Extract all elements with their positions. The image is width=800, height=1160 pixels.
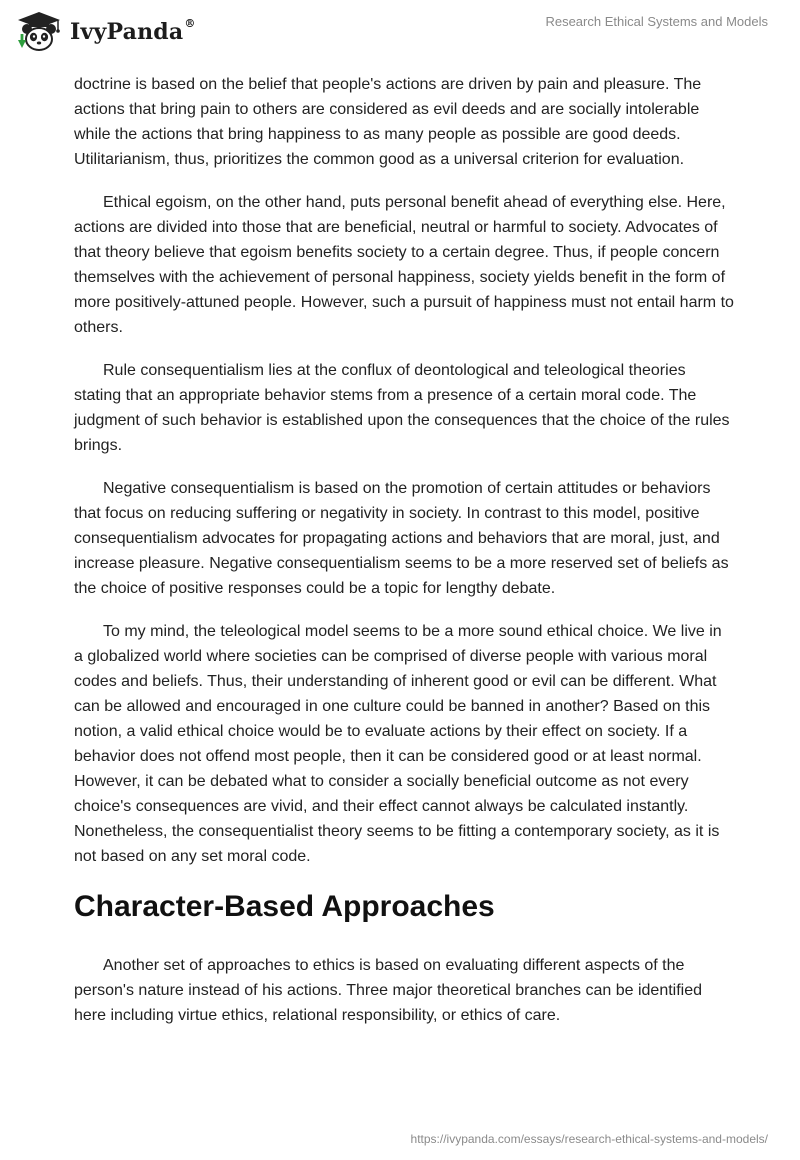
- registered-mark: ®: [184, 16, 196, 30]
- ivypanda-logo[interactable]: [14, 10, 196, 54]
- paragraph-character-based: Another set of approaches to ethics is based on evaluating different aspects of the person's nature instead of his actions. Three major theoretical branches can be identified here including virtue ethics, relational responsibility, or ethics of care.: [74, 957, 703, 1024]
- paragraph-negative-consequentialism: Negative consequentialism is based on the promotion of certain attitudes or behaviors that focus on reducing suffering or negativity in society. In contrast to this model, positive consequentialism advocates for propagating actions and behaviors that are moral, just, and increase pleasure. Negative consequentialism seems to be a more reserved set of beliefs as the choice of positive responses could be a topic for lengthy debate.: [74, 480, 729, 597]
- document-title: Research Ethical Systems and Models: [545, 14, 768, 29]
- essay-body: [74, 72, 734, 1046]
- section-heading: Character-Based Approaches: [74, 890, 495, 923]
- paragraph-teleological-opinion: To my mind, the teleological model seems to be a more sound ethical choice. We live in a globalized world where societies can be comprised of diverse people with various moral codes and beliefs. Thus, their understanding of inherent good or evil can be different. What can be allowed and encouraged in one culture could be banned in another? Based on this notion, a valid ethical choice would be to evaluate actions by their effect on society. If a behavior does not offend most people, then it can be considered good or at least normal. However, it can be debated what to consider a socially beneficial outcome as not every choice's consequences are vivid, and their effect cannot always be calculated instantly. Nonetheless, the consequentialist theory seems to be fitting a contemporary society, as it is not based on any set moral code.: [74, 623, 722, 865]
- source-url[interactable]: https://ivypanda.com/essays/research-ethical-systems-and-models/: [410, 1132, 768, 1146]
- paragraph-ethical-egoism: Ethical egoism, on the other hand, puts personal benefit ahead of everything else. Here, actions are divided into those that are beneficial, neutral or harmful to society. Advocates of that theory believe that egoism benefits society to a certain degree. Thus, if people concern themselves with the achievement of personal happiness, society yields benefit in the form of more positively-attuned people. However, such a pursuit of happiness must not entail harm to others.: [74, 194, 734, 336]
- brand-name: IvyPanda®: [70, 16, 196, 45]
- page-header: [0, 0, 800, 60]
- paragraph-utilitarianism: doctrine is based on the belief that people's actions are driven by pain and pleasure. The actions that bring pain to others are considered as evil deeds and are socially intolerable while the actions that bring happiness to as many people as possible are good deeds. Utilitarianism, thus, prioritizes the common good as a universal criterion for evaluation.: [74, 76, 702, 168]
- paragraph-rule-consequentialism: Rule consequentialism lies at the conflux of deontological and teleological theories stating that an appropriate behavior stems from a presence of a certain moral code. The judgment of such behavior is established upon the consequences that the choice of the rules brings.: [74, 362, 730, 454]
- panda-graduate-icon: [14, 10, 64, 54]
